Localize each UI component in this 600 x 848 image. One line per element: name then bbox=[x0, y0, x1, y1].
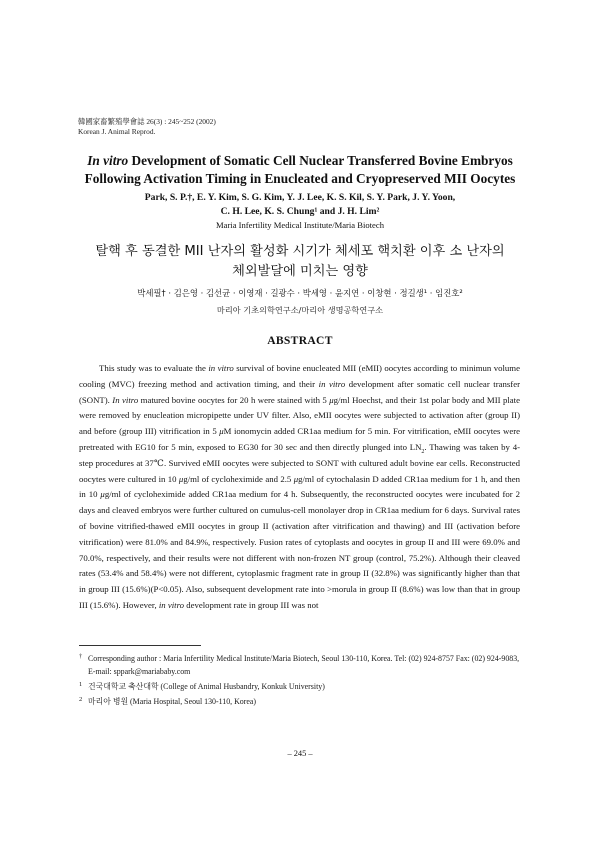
footnote-2 bbox=[79, 695, 524, 708]
paper-title bbox=[60, 152, 540, 188]
affiliation: Maria Infertility Medical Institute/Maria Biotech bbox=[215, 220, 384, 230]
footnote-text: 건국대학교 축산대학 (College of Animal Husbandry, Konkuk University) bbox=[88, 682, 325, 691]
author-line-2: C. H. Lee, K. S. Chung¹ and J. H. Lim² bbox=[220, 206, 380, 217]
title-line-1: Development of Somatic Cell Nuclear Transferred Bovine Embryos bbox=[128, 153, 513, 168]
footnote-text: 마리아 병원 (Maria Hospital, Seoul 130-110, Korea) bbox=[88, 697, 256, 706]
journal-citation bbox=[78, 117, 216, 137]
author-list bbox=[70, 191, 530, 219]
korean-affiliation: 마리아 기초의학연구소/마리아 생명공학연구소 bbox=[216, 305, 384, 315]
korean-author-list: 박세필† · 김은영 · 김선균 · 이영재 · 길광수 · 박세영 · 윤지연 · 이창현 · 정길생¹ · 임진호² bbox=[137, 288, 463, 298]
footnote-corresponding bbox=[79, 652, 524, 678]
footnote-mark: † bbox=[79, 653, 83, 660]
footnote-mark: 2 bbox=[79, 696, 83, 703]
footnote-text: Corresponding author : Maria Infertility Medical Institute/Maria Biotech, Seoul 130-110, Korea. Tel: (02) 924-8757 Fax: (02) 924-9083, E-mail: sppark@mariababy.com bbox=[88, 654, 520, 676]
footnote-mark: 1 bbox=[79, 681, 83, 688]
journal-line-2: Korean J. Animal Reprod. bbox=[78, 127, 156, 136]
title-italic: In vitro bbox=[87, 153, 129, 168]
korean-title-line-2: 체외발달에 미치는 영향 bbox=[232, 264, 368, 279]
korean-title-line-1: 탈핵 후 동결한 MII 난자의 활성화 시기가 체세포 핵치환 이후 소 난자의 bbox=[95, 244, 505, 259]
footnote-divider bbox=[79, 645, 201, 646]
abstract-body: This study was to evaluate the in vitro survival of bovine enucleated MII (eMII) oocytes according to minimun volume cooling (MVC) freezing method and activation timing, and their in vitro development after somatic cell nuclear transfer (SONT). In vitro matured bovine oocytes for 20 h were stained with 5 μg/ml Hoechst, and their 1st polar body and MII plate were removed by enucleation micropipette under UV filter. Also, eMII oocytes were subjected to activation after (group II) and before (group III) vitrification in 5 μM ionomycin added CR1aa medium for 5 min. For vitrification, eMII oocytes were pretreated with EG10 for 5 min, exposed to EG30 for 30 sec and then directly plunged into $LN_2$. Thawing was taken by 4-step procedures at 37℃. Survived eMII oocytes were subjected to SONT with cultured adult bovine ear cells. Reconstructed oocytes were cultured in 10 μg/ml of cycloheximide and 2.5 μg/ml of cytochalasin D added CR1aa medium for 1 h, and then in 10 μg/ml of cycloheximide added CR1aa medium for 4 h. Subsequently, the reconstructed oocytes were incubated for 2 days and cleaved embryos were further cultured on cumulus-cell monolayer drop in CR1aa medium for 6 days. Survival rates of bovine vitrified-thawed eMII oocytes in group II (activation after vitrification and thawing) and III (activation before vitrification) were 81.0% and 84.9%, respectively. Fusion rates of cytoplasts and oocytes in group II and III were 69.0% and 70.0%, respectively, and their results were not different with non-frozen NT group (control, 75.2%). Although their cleaved rates (53.4% and 58.4%) were not different, cytoplasmic fragment rate in group II (32.8%) was significantly higher than that in group III (15.6%)(P<0.05). Also, subsequent development rate into >morula in group II (8.6%) was low than that in group III (15.6%). However, in vitro development rate in group III was not bbox=[79, 363, 520, 610]
title-line-2: Following Activation Timing in Enucleated and Cryopreserved MII Oocytes bbox=[84, 171, 516, 186]
footnote-1 bbox=[79, 680, 524, 693]
page-number: – 245 – bbox=[287, 749, 313, 758]
author-line-1: Park, S. P.†, E. Y. Kim, S. G. Kim, Y. J. Lee, K. S. Kil, S. Y. Park, J. Y. Yoon, bbox=[144, 192, 456, 203]
journal-line-1: 韓國家畜繁殖學會誌 26(3) : 245~252 (2002) bbox=[78, 117, 216, 126]
abstract-heading: ABSTRACT bbox=[267, 334, 333, 347]
korean-title bbox=[60, 242, 540, 282]
